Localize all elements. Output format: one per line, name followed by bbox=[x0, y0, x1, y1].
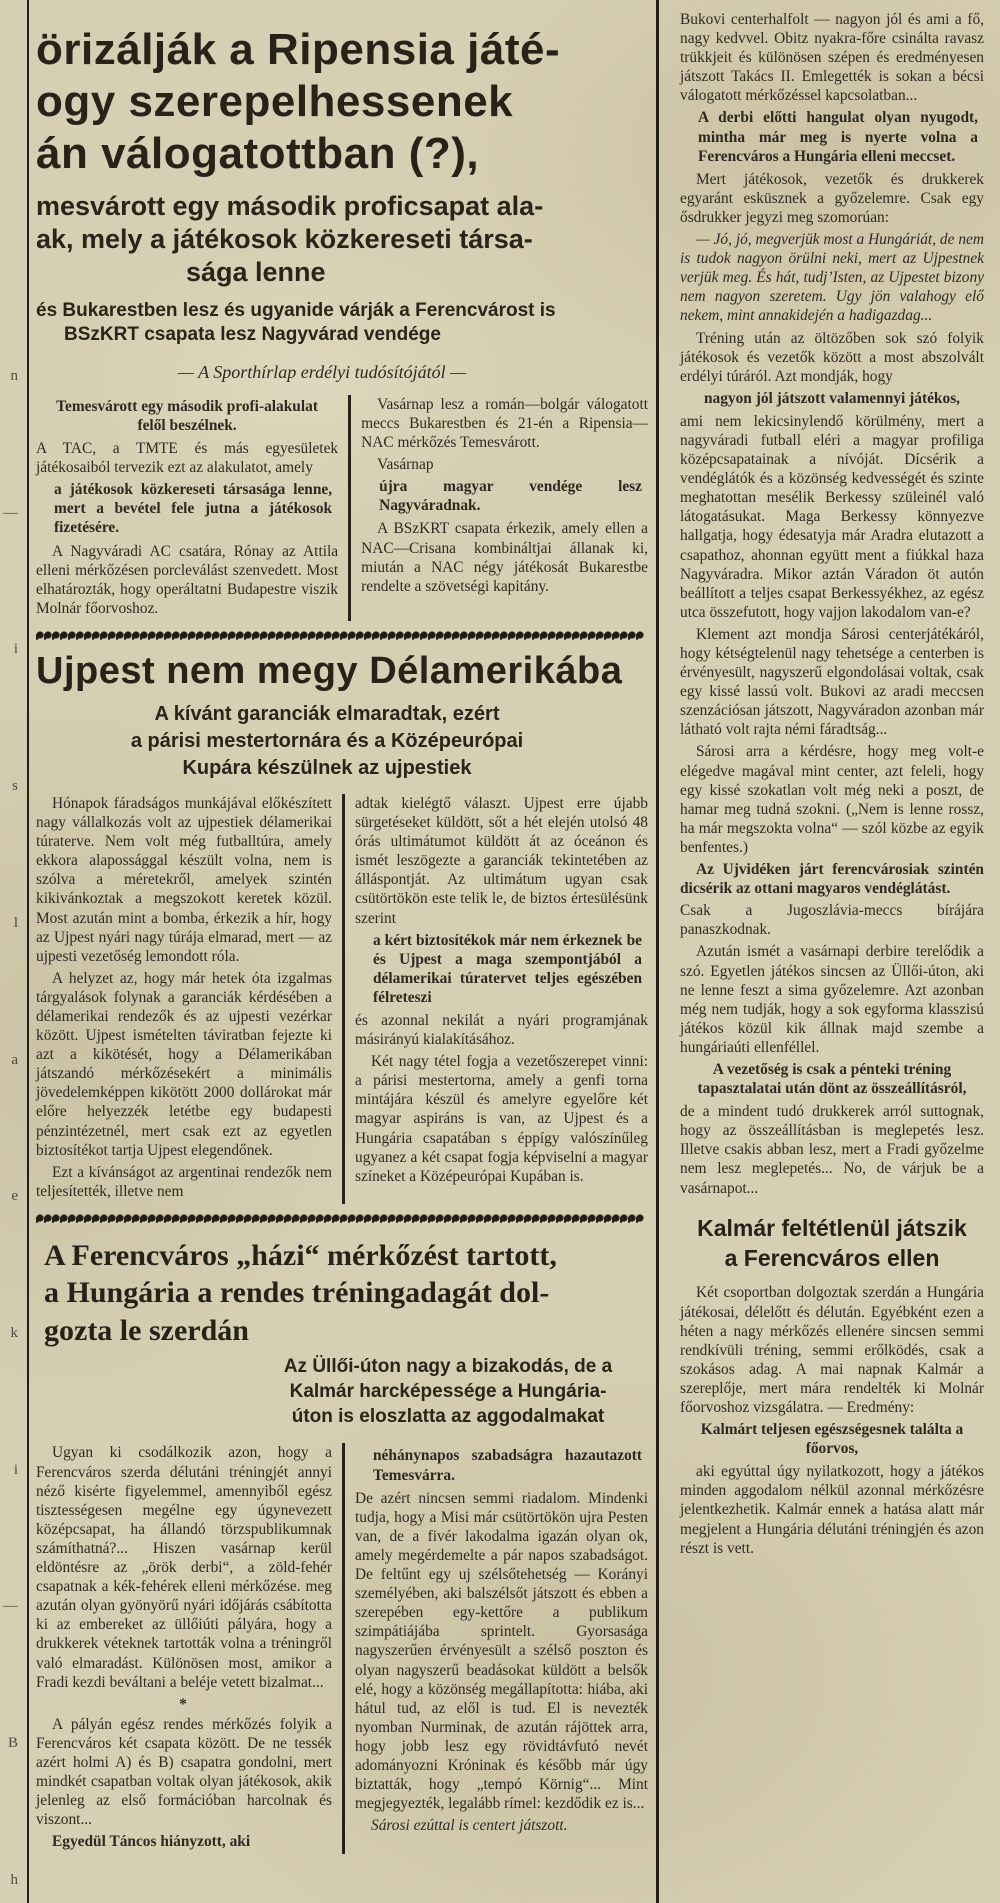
article-ripensia-columns bbox=[36, 395, 648, 621]
paragraph: és azonnal nekilát a nyári programjának másirányú kialakításához. bbox=[355, 1011, 648, 1049]
ferencvaros-headline-line: A Ferencváros „házi“ mérkőzést tartott, bbox=[44, 1238, 557, 1272]
main-headline-line: án válogatottban (?), bbox=[36, 128, 480, 178]
kalmar-headline bbox=[680, 1214, 984, 1274]
paragraph: újra magyar vendége lesz Nagyváradnak. bbox=[379, 478, 642, 515]
paragraph: Klement azt mondja Sárosi centerjátékáról, hogy kétségtelenül nagy tehetsége a centerben is érvényesült, nagyszerű elgondolásai voltak, csak egy kissé lassú volt. Bukovi az aradi meccsen szenzációsan játszott, Nagyváradon azonban már látható volt rajta némi fáradtság... bbox=[680, 625, 984, 739]
paragraph: Két nagy tétel fogja a vezetőszerepet vinni: a párisi mestertorna, amely a genfi torna mintájára készül és amelyre egyelőre két magyar aspiráns is van, az Ujpest és a Hungária csapatában s éppígy valószínűleg ugyanez a két csapat fogja képviselni a magyar színeket a Középeurópai Kupában is. bbox=[355, 1053, 648, 1185]
paragraph: Ezt a kívánságot az argentinai rendezők nem teljesítették, illetve nem bbox=[36, 1163, 332, 1200]
ferencvaros-subheadline bbox=[258, 1355, 638, 1429]
paragraph: Két csoportban dolgoztak szerdán a Hungária játékosai, délelőtt és délután. Egyébként ezen a héten a nagy mérkőzés ellenére sincsen semmi rendkívüli tréning, semmi erőlködés, csak a szokásos adag. A mai napnak Kalmár a szereplője, mert mára rendelték ki Molnár főorvoshoz vizsgálatra. — Eredmény: bbox=[680, 1284, 984, 1416]
paragraph: Az Ujvidéken járt ferencvárosiak szintén dicsérik az ottani magyaros vendéglátást. bbox=[680, 861, 984, 898]
ferencvaros-headline bbox=[44, 1237, 648, 1350]
left-column-rule bbox=[27, 0, 29, 1903]
main-headline-line: ogy szerepelhessenek bbox=[36, 76, 514, 126]
margin-fragment: n bbox=[10, 368, 18, 384]
paragraph: ami nem lekicsinylendő körülmény, mert a nagyváradi futball eléri a magyar profiliga középcsapatainak a nívóját. Dícsérik a vendéglátók és a közönség kedvességét és szinte meghatottan mesélik Berkessy szüleinél való látogatásukat. Maga Berkessy könnyezve hallgatja, hogy édesatyja már Aradra elutazott a csapathoz, ahonnan együtt ment a fiúkkal haza Nagyváradra. Mikor aztán Váradon öt autón beállított a teljes csapat Berkessyékhez, az egész utca összefutott, hogy vajjon lakodalom van-e? bbox=[680, 412, 984, 621]
article-ripensia bbox=[36, 24, 648, 621]
paragraph: de a mindent tudó drukkerek arról suttognak, hogy az összeállításban is meglepetés lesz. Illetve csakis abban lesz, mert a Fradi győzelme nem lesz meglepetés... No, de várjuk be a vasárnapot... bbox=[680, 1103, 984, 1197]
ujpest-headline: Ujpest nem megy Délamerikába bbox=[36, 649, 623, 692]
article-ferencvaros-col-left bbox=[36, 1443, 342, 1854]
margin-fragment: — bbox=[3, 1598, 18, 1615]
margin-fragment: B bbox=[7, 1735, 18, 1752]
paragraph: Temesvárott egy második profi-alakulat felől beszélnek. bbox=[56, 397, 318, 434]
subheadline-line: sága lenne bbox=[186, 256, 326, 287]
ferencvaros-subheadline-line: Az Üllői-úton nagy a bizakodás, de a bbox=[283, 1356, 613, 1378]
lead-deck bbox=[36, 299, 648, 348]
section-star: * bbox=[179, 1695, 189, 1713]
paragraph: Mert játékosok, vezetők és drukkerek egyaránt esküsznek a győzelemre. Csak egy ősdrukker jegyzi meg szomorúan: bbox=[680, 170, 984, 226]
ujpest-subheadline-line: Kupára készülnek az ujpestiek bbox=[182, 756, 472, 779]
paragraph: Azután ismét a vasárnapi derbire terelődik a szó. Egyetlen játékos sincsen az Üllői-úton, aki ne lenne feszt a sima győzelemre. Azt azonban még nem tudják, hogy a sok egyforma klasszisú játékos közül kik állnak majd szembe a hungáriaúti ellenféllel. bbox=[680, 943, 984, 1056]
kalmar-headline-line: Kalmár feltétlenül játszik bbox=[697, 1214, 967, 1241]
paragraph: aki egyúttal úgy nyilatkozott, hogy a játékos minden aggodalom nélkül azonnal mérkőzésre jelentkezhetik. Kalmár ennek a hatása alatt már megjelent a Hungária délutáni tréningjén és azon részt is vett. bbox=[680, 1463, 984, 1557]
article-ferencvaros bbox=[36, 1237, 648, 1855]
ferencvaros-headline-line: a Hungária a rendes tréningadagát dol- bbox=[44, 1276, 550, 1310]
main-column-divider bbox=[656, 0, 659, 1903]
subheadline bbox=[36, 190, 648, 289]
article-ujpest bbox=[36, 650, 648, 1204]
paragraph: Hónapok fáradságos munkájával előkészített nagy vállalkozás volt az ujpestiek délamerikai túraterve. Nem volt még futballtúra, amely ekkora alapossággal készült volna, nem is szólva a méretekről, amelyek szintén kikivánkoztak a megszokott keretek közül. Most azután mint a bomba, érkezik a hír, hogy az Ujpest nyári nagy túrája elmarad, mert — az ujpesti vezetőség lemondott róla. bbox=[36, 794, 332, 965]
margin-fragment: e bbox=[11, 1188, 18, 1205]
paragraph: A vezetőség is csak a pénteki tréning tapasztalatai után dönt az összeállításról, bbox=[697, 1060, 967, 1098]
paragraph: a kért biztosítékok már nem érkeznek be és Ujpest a maga szempontjából a délamerikai túratervet teljes egészében félreteszi bbox=[373, 931, 642, 1006]
article-ferencvaros-col-right bbox=[342, 1443, 648, 1854]
wavy-divider bbox=[36, 1214, 644, 1223]
paragraph: Vasárnap bbox=[377, 456, 434, 474]
paragraph: nagyon jól játszott valamennyi játékos, bbox=[703, 389, 961, 407]
paragraph: Sárosi arra a kérdésre, hogy meg volt-e elégedve magával mint center, azt feleli, hogy egy kissé szokatlan volt még neki a poszt, de hamar meg tudná szokni. („Nem is lenne rossz, ha már megszokta volna“ — szól közbe az egyik benfentes.) bbox=[680, 743, 984, 856]
margin-fragment: i bbox=[13, 1461, 18, 1478]
wavy-divider bbox=[36, 631, 644, 640]
right-column bbox=[670, 0, 990, 1561]
paragraph: A Nagyváradi AC csatára, Rónay az Attila elleni mérkőzésen porcleválást szenvedett. Most elhatározták, hogy operáltatni Budapestre viszik Molnár főorvoshoz. bbox=[36, 542, 339, 617]
paragraph: Bukovi centerhalfolt — nagyon jól és ami a fő, nagy kedvvel. Obitz nyakra-főre csinálta ravasz trükkjeit és különösen szépen és eredményesen játszott Takács II. Emlegették is sokan a bécsi válogatott mérkőzéssel kapcsolatban... bbox=[680, 11, 984, 105]
article-ripensia-col-left bbox=[36, 395, 348, 621]
paragraph: Kalmárt teljesen egészségesnek találta a főorvos, bbox=[700, 1421, 964, 1458]
paragraph: Sárosi ezúttal is centert játszott. bbox=[371, 1817, 568, 1835]
margin-fragment: i bbox=[13, 641, 18, 658]
left-margin-fragments bbox=[0, 368, 25, 1889]
paragraph: néhánynapos szabadságra hazautazott Temesvárra. bbox=[373, 1447, 642, 1484]
paragraph: a játékosok közkereseti társasága lenne, mert a bevétel fele jutna a játékosok fizetésére. bbox=[54, 481, 333, 537]
paragraph: A derbi előtti hangulat olyan nyugodt, mintha már meg is nyerte volna a Ferencváros a Hungária elleni meccset. bbox=[698, 109, 978, 165]
margin-fragment: a bbox=[11, 1051, 18, 1068]
ujpest-subheadline bbox=[36, 701, 618, 782]
margin-fragment: — bbox=[3, 504, 18, 521]
article-ujpest-col-left bbox=[36, 794, 342, 1204]
ferencvaros-subheadline-line: úton is eloszlatta az aggodalmakat bbox=[291, 1405, 605, 1427]
paragraph: Csak a Jugoszlávia-meccs bírájára panaszkodnak. bbox=[680, 902, 984, 939]
paragraph: — Jó, jó, megverjük most a Hungáriát, de nem is tudok nagyon örülni neki, mert az Ujpestnek verjük meg. És hát, tudj’Isten, az Ujpestet bizony nem nagyon szeretem. Ugy jön valahogy elő nekem, mint annakidején a hadigazdag... bbox=[680, 231, 984, 325]
ferencvaros-headline-line: gozta le szerdán bbox=[44, 1313, 249, 1347]
ferencvaros-subheadline-line: Kalmár harcképessége a Hungária- bbox=[289, 1381, 607, 1403]
left-region bbox=[36, 0, 648, 1854]
margin-fragment: k bbox=[10, 1325, 18, 1342]
ujpest-subheadline-line: a párisi mestertornára és a Középeurópai bbox=[130, 729, 524, 752]
main-headline bbox=[36, 24, 648, 180]
article-ripensia-col-right bbox=[348, 395, 648, 621]
paragraph: A helyzet az, hogy már hetek óta izgalmas tárgyalások folynak a garanciák kérdésében a délamerikai rendezők és az ujpesti vezérkar között. Ujpest ismételten táviratban fejezte ki azt a kikötését, hogy a Délamerikában játszandó mérkőzésekért a minimális jövedelemképpen kikötött 2000 dollárokat már előre helyezzék letétbe egy budapesti pénzintézetnél, mert csak ezt az egyetlen biztosítékot tartja Ujpest elegendőnek. bbox=[36, 969, 332, 1159]
byline: — A Sporthírlap erdélyi tudósítójától — bbox=[177, 361, 467, 382]
paragraph: Ugyan ki csodálkozik azon, hogy a Ferencváros szerda délutáni tréningjét annyi néző kisérte figyelemmel, amennyiből egész tisztességesen megélne egy úgynevezett középcsapat, ha állandó törzspublikumnak számíthatná?... Hiszen vasárnap kerül eldöntésre az „örök derbi“, a zöld-fehér csapatnak a kék-fehérek elleni mérkőzése. meg azután olyan gyönyörű nyári időjárás csábította ki az embereket az üllőiúti pályára, hogy a drukkerek véteknek tartották volna a tréningről való elmaradást. Különösen most, amikor a Fradi kezdi beváltani a beléje vetett bizalmat... bbox=[36, 1444, 332, 1691]
paragraph: De azért nincsen semmi riadalom. Mindenki tudja, hogy a Misi már csütörtökön ujra Pesten van, de a fivér lakodalma igazán olyan ok, amely megérdemelte a pár napos szabadságot. De feltűnt egy uj szélsőtehetség — Korányi személyében, aki balszélsőt játszott és ebben a szerepében egy-kettőre a publikum szimpátiájába sprintelt. Gyorsasága nagyszerűen érvényesült a szélső poszton és olyan nagyszerű beadásokat küldött a belsők elé, hogy a közönség megállapította: hiába, aki hátul tud, az elől is tud. El is nevezték nyomban Nurminak, de azután rájöttek arra, hogy jobb lesz egy rövidtávfutó nevét adományozni Króninak és később már úgy biztatták, hogy „tempó Körnig“... Mint megjegyezték, legalább rímel: kezdődik ez is... bbox=[355, 1489, 648, 1813]
paragraph: A BSzKRT csapata érkezik, amely ellen a NAC—Crisana kombináltjai állanak ki, miután a NAC négy játékosát Bukarestbe rendelte a szövetségi kapitány. bbox=[361, 520, 648, 595]
lead-line: BSzKRT csapata lesz Nagyvárad vendége bbox=[64, 324, 441, 346]
subheadline-line: mesvárott egy második proficsapat ala- bbox=[36, 190, 544, 221]
margin-fragment: s bbox=[12, 778, 18, 795]
article-ujpest-col-right bbox=[342, 794, 648, 1204]
subheadline-line: ak, mely a játékosok közkereseti társa- bbox=[36, 223, 533, 254]
margin-fragment: h bbox=[10, 1871, 18, 1888]
paragraph: Egyedül Táncos hiányzott, aki bbox=[52, 1833, 251, 1851]
lead-line: és Bukarestben lesz és ugyanide várják a Ferencvárost is bbox=[36, 299, 556, 321]
margin-fragment: l bbox=[13, 914, 18, 931]
paragraph: adtak kielégtő választ. Ujpest erre újabb sürgetéseket küldött, sőt a hét elején utolsó 48 órás ultimátumot küldött át az óceánon és ismét leszögezte a garanciák tekintetében az álláspontját. Az ultimátum ugyan csak csütörtökön este telik le, de biztos értesülésünk szerint bbox=[355, 794, 648, 927]
paragraph: A pályán egész rendes mérkőzés folyik a Ferencváros két csapata között. De ne tessék azért holmi A) és B) csapatra gondolni, mert mindkét csapatban voltak olyan játékosok, akik jelenleg az első formációban harcolnak és viszont... bbox=[36, 1715, 332, 1829]
kalmar-headline-line: a Ferencváros ellen bbox=[724, 1244, 940, 1271]
paragraph: Tréning után az öltözőben sok szó folyik játékosok és vezetők között a most abszolvált erdélyi túráról. Azt mondják, hogy bbox=[680, 329, 984, 385]
main-headline-line: örizálják a Ripensia játé- bbox=[36, 25, 561, 74]
paragraph: Vasárnap lesz a román—bolgár válogatott meccs Bukarestben és 21-én a Ripensia—NAC mérkőzés Temesvárott. bbox=[361, 395, 648, 452]
paragraph: A TAC, a TMTE és más egyesületek játékosaiból tervezik ezt az alakulatot, amely bbox=[36, 440, 339, 477]
article-ujpest-columns bbox=[36, 794, 648, 1204]
ujpest-subheadline-line: A kívánt garanciák elmaradtak, ezért bbox=[154, 702, 500, 725]
article-ferencvaros-columns bbox=[36, 1443, 648, 1854]
